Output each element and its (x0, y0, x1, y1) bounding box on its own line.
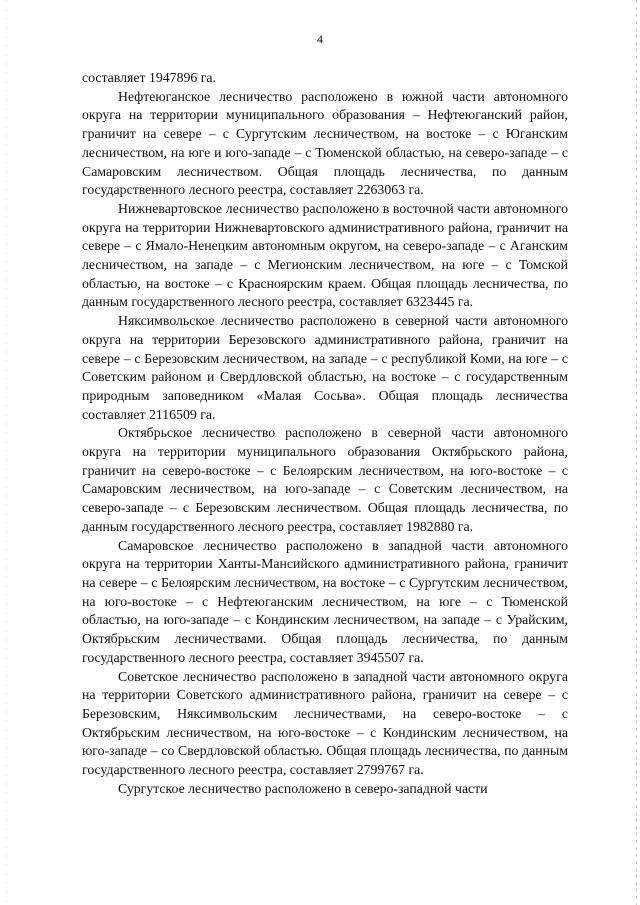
page-number: 4 (317, 32, 323, 46)
scan-right-edge (636, 0, 637, 905)
paragraph-continuation: составляет 1947896 га. (82, 70, 216, 85)
paragraph-nizhnevartovsk-forestry: Нижневартовское лесничество расположено в восточной части автономного округа на территории Нижневартовского административного района, граничит на севере – с Ямало-Ненецким автономным округом, на северо-западе – с Аганским лесничеством, на западе – с Мегионским лесничеством, на юге – с Томской областью, на востоке – с Красноярским краем. Общая площадь лесничества, по данным государственного лесного реестра, составляет 6323445 га. (82, 200, 568, 310)
paragraph-oktyabrsk-forestry: Октябрьское лесничество расположено в северной части автономного округа на территории муниципального образования Октябрьского района, граничит на северо-востоке – с Белоярским лесничеством, на юго-востоке – с Самаровским лесничеством, на юго-западе – с Советским лесничеством, на северо-западе – с Березовским лесничеством. Общая площадь лесничества, по данным государственного лесного реестра, составляет 1982880 га. (82, 425, 568, 534)
paragraph-nyaksimvol-forestry: Няксимвольское лесничество расположено в северной части автономного округа на территории Березовского административного района, граничит на севере – с Березовским лесничеством, на западе – с республикой Коми, на юге – с Советским районом и Свердловской областью, на востоке – с государственным природным заповедником «Малая Сосьва». Общая площадь лесничества составляет 2116509 га. (82, 313, 568, 422)
paragraph-sovetsky-forestry: Советское лесничество расположено в западной части автономного округа на территории Советского административного района, граничит на севере – с Березовским, Няксимвольским лесничествами, на северо-востоке – с Октябрьским лесничеством, на юго-востоке – с Кондинским лесничеством, на юго-западе – со Свердловской областью. Общая площадь лесничества, по данным государственного лесного реестра, составляет 2799767 га. (82, 668, 568, 778)
paragraph-surgut-forestry: Сургутское лесничество расположено в северо-западной части (118, 780, 488, 796)
paragraph-samarovo-forestry: Самаровское лесничество расположено в западной части автономного округа на территории Ханты-Мансийского административного района, граничит на севере – с Белоярским лесничеством, на востоке – с Сургутским лесничеством, на юго-востоке – с Нефтеюганским лесничеством, на юге – с Тюменской областью, на юго-западе – с Кондинским лесничеством, на западе – с Урайским, Октябрьским лесничествами. Общая площадь лесничества, по данным государственного лесного реестра, составляет 3945507 га. (82, 537, 568, 665)
scan-left-edge (6, 0, 7, 905)
paragraph-nefteyugansk-forestry: Нефтеюганское лесничество расположено в южной части автономного округа на территории муниципального образования – Нефтеюганский район, граничит на севере – с Сургутским лесничеством, на востоке – с Юганским лесничеством, на юге и юго-западе – с Тюменской областью, на северо-западе – с Самаровским лесничеством. Общая площадь лесничества, по данным государственного лесного реестра, составляет 2263063 га. (82, 88, 568, 198)
document-body (82, 69, 568, 798)
